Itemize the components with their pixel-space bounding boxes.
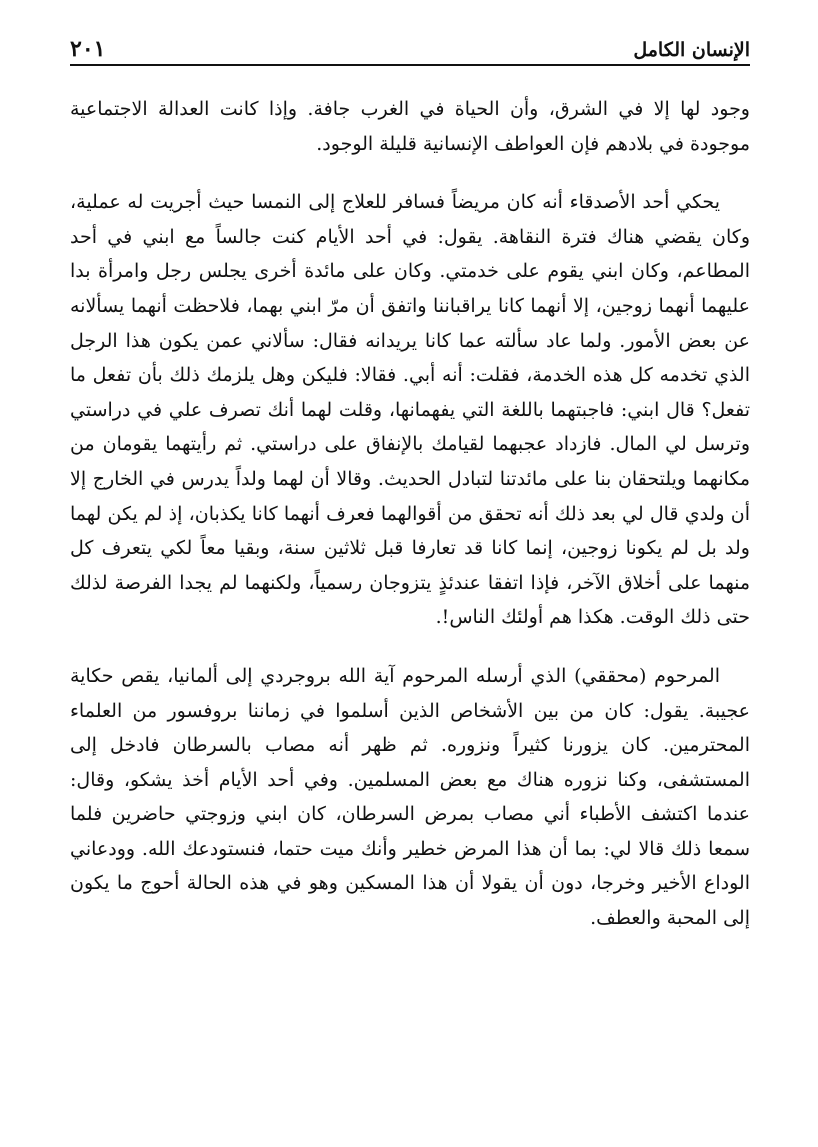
paragraph-germany-story: المرحوم (محققي) الذي أرسله المرحوم آية الله بروجردي إلى ألمانيا، يقص حكاية عجيبة. يقول: كان من بين الأشخاص الذين أسلموا في زماننا بروفسور من العلماء المحترمين. كان يزورنا كثيراً ونزوره. ثم ظهر أنه مصاب بالسرطان فادخل إلى المستشفى، وكنا نزوره هناك مع بعض المسلمين. وفي أحد الأيام أخذ يشكو، وقال: عندما اكتشف الأطباء أني مصاب بمرض السرطان، كان ابني وزوجتي حاضرين فلما سمعا ذلك قالا لي: بما أن هذا المرض خطير وأنك ميت حتما، فنستودعك الله. وودعاني الوداع الأخير وخرجا، دون أن يقولا أن هذا المسكين وهو في هذه الحالة أحوج ما يكون إلى المحبة والعطف. (70, 664, 750, 930)
paragraph-continuation: وجود لها إلا في الشرق، وأن الحياة في الغرب جافة. وإذا كانت العدالة الاجتماعية موجودة في بلادهم فإن العواطف الإنسانية قليلة الوجود. (70, 98, 750, 155)
running-title: الإنسان الكامل (633, 39, 750, 61)
page-number: ٢٠١ (70, 36, 106, 62)
book-page (70, 26, 750, 936)
page-header (70, 26, 750, 66)
paragraph-austria-story: يحكي أحد الأصدقاء أنه كان مريضاً فسافر للعلاج إلى النمسا حيث أجريت له عملية، وكان يقضي هناك فترة النقاهة. يقول: في أحد الأيام كنت جالساً مع ابني في أحد المطاعم، وكان ابني يقوم على خدمتي. وكان على مائدة أخرى يجلس رجل وامرأة بدا عليهما أنهما زوجين، إلا أنهما كانا يراقباننا واتفق أن مرّ ابني بهما، فلاحظت أنهما يسألانه عن بعض الأمور. ولما عاد سألته عما كانا يريدانه فقال: سألاني عمن يكون هذا الرجل الذي تخدمه كل هذه الخدمة، فقلت: أنه أبي. فقالا: فليكن وهل يلزمك ذلك بأن تفعل ما تفعل؟ قال ابني: فاجبتهما باللغة التي يفهمانها، وقلت لهما أنك تصرف علي في دراستي وترسل لي المال. فازداد عجبهما لقيامك بالإنفاق على دراستي. ثم رأيتهما يقومان من مكانهما ويلتحقان بنا على مائدتنا لتبادل الحديث. وقالا أن لهما ولداً يدرس في الخارج إلا أن ولدي قال لي بعد ذلك أنه تحقق من أقوالهما فعرف أنهما كانا يكذبان، إذ لم يكن لهما ولد بل لم يكونا زوجين، إنما كانا قد تعارفا قبل ثلاثين سنة، وبقيا معاً لكي يتعرف كل منهما على أخلاق الآخر، فإذا اتفقا عندئذٍ يتزوجان رسمياً، ولكنهما لم يجدا الفرصة لذلك حتى ذلك الوقت. هكذا هم أولئك الناس!. (70, 191, 750, 629)
page-body (70, 92, 750, 936)
